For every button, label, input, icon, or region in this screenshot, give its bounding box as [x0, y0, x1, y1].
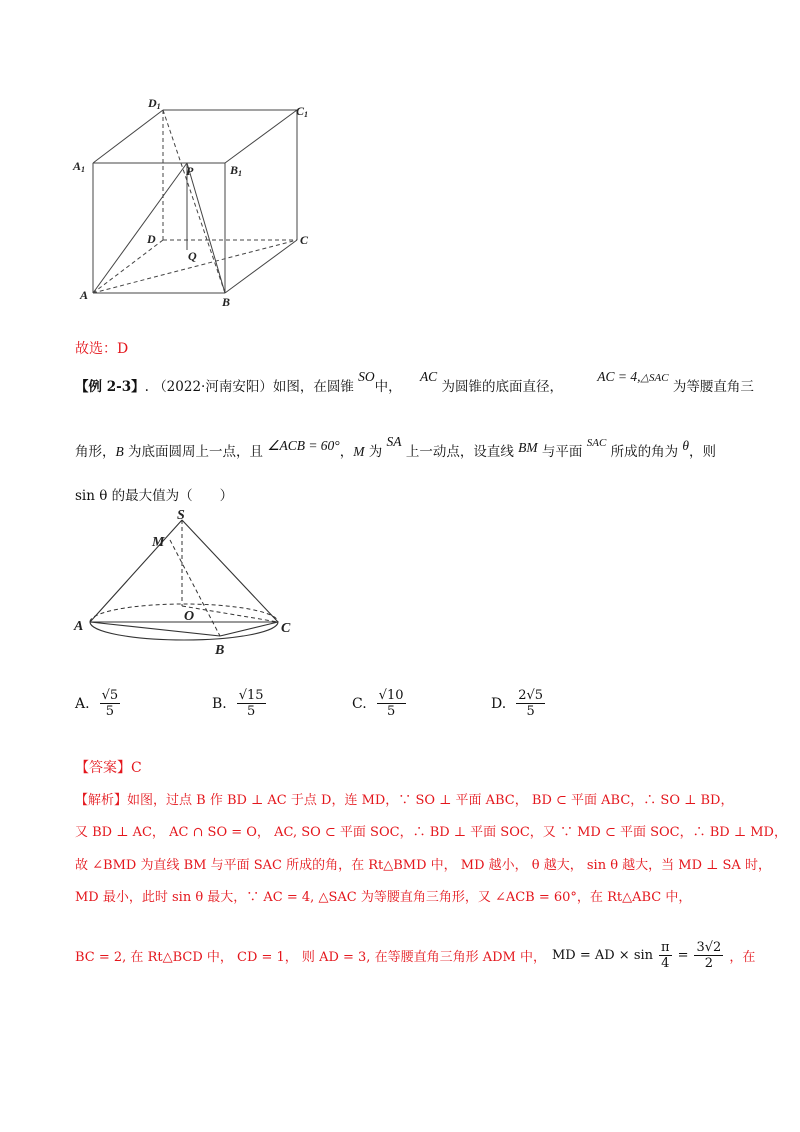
- label-C: C: [300, 233, 309, 247]
- answer-line: 【答案】C: [75, 760, 142, 776]
- cone-label-C: C: [281, 621, 291, 636]
- label-Q: Q: [188, 249, 197, 263]
- cone-figure: [70, 508, 310, 668]
- cone-label-A: A: [74, 619, 84, 634]
- example-question: sin θ 的最大值为（ ）: [75, 488, 234, 504]
- label-B: B: [222, 295, 231, 309]
- label-D1: D1: [148, 96, 161, 111]
- label-A1: A1: [73, 159, 86, 174]
- label-P: P: [186, 164, 194, 178]
- option-b[interactable]: B. $\frac{√15}{5}$: [212, 688, 264, 719]
- cone-label-S: S: [177, 508, 185, 523]
- choose-answer: 故选：D: [75, 341, 129, 357]
- analysis-line-3: 故 ∠BMD 为直线 BM 与平面 SAC 所成的角，在 Rt△BMD 中， MD 越小， θ 越大， sin θ 越大，当 MD ⊥ SA 时，: [75, 858, 771, 873]
- example-line-1: 【例 2-3】. （2022·河南安阳）如图，在圆锥 SO中， AC 为圆锥的底面直径， AC = 4,$^{\triangle SAC}$ 为等腰直角三: [75, 369, 754, 395]
- analysis-line-4: MD 最小，此时 sin θ 最大，∵ AC = 4, △SAC 为等腰直角三角形，又 ∠ACB = 60°，在 Rt△ABC 中，: [75, 890, 692, 905]
- label-C1: C1: [296, 104, 309, 119]
- cube-figure: [60, 90, 330, 320]
- cone-label-M: M: [152, 535, 165, 550]
- option-d[interactable]: D. $\frac{2√5}{5}$: [491, 688, 544, 719]
- label-B1: B1: [230, 163, 243, 178]
- label-D: D: [147, 232, 156, 246]
- option-c[interactable]: C. $\frac{√10}{5}$: [352, 688, 404, 719]
- cone-label-O: O: [184, 609, 195, 624]
- option-a[interactable]: A. $\frac{√5}{5}$: [75, 688, 119, 719]
- cone-label-B: B: [215, 643, 225, 658]
- example-tag: 【例 2-3】: [75, 379, 145, 395]
- analysis-line-5: BC = 2, 在 Rt△BCD 中， CD = 1， 则 AD = 3, 在等腰直角三角形 ADM 中， MD = AD × sin $\frac{\pi}{4}$ = $\frac{3√2}{2}$ ，在: [75, 940, 756, 971]
- label-A: A: [80, 288, 89, 302]
- analysis-line-2: 又 BD ⊥ AC， AC ∩ SO = O， AC, SO ⊂ 平面 SOC，∴ BD ⊥ 平面 SOC，又 ∵ MD ⊂ 平面 SOC，∴ BD ⊥ MD，: [75, 825, 787, 840]
- analysis-line-1: 【解析】如图，过点 B 作 BD ⊥ AC 于点 D，连 MD，∵ SO ⊥ 平面 ABC， BD ⊂ 平面 ABC，∴ SO ⊥ BD，: [75, 793, 734, 808]
- example-line-2: 角形，B 为底面圆周上一点，且 ∠ACB = 60°，M 为 SA 上一动点，设直线 BM 与平面 $^{SAC}$ 所成的角为 θ，则: [75, 434, 717, 460]
